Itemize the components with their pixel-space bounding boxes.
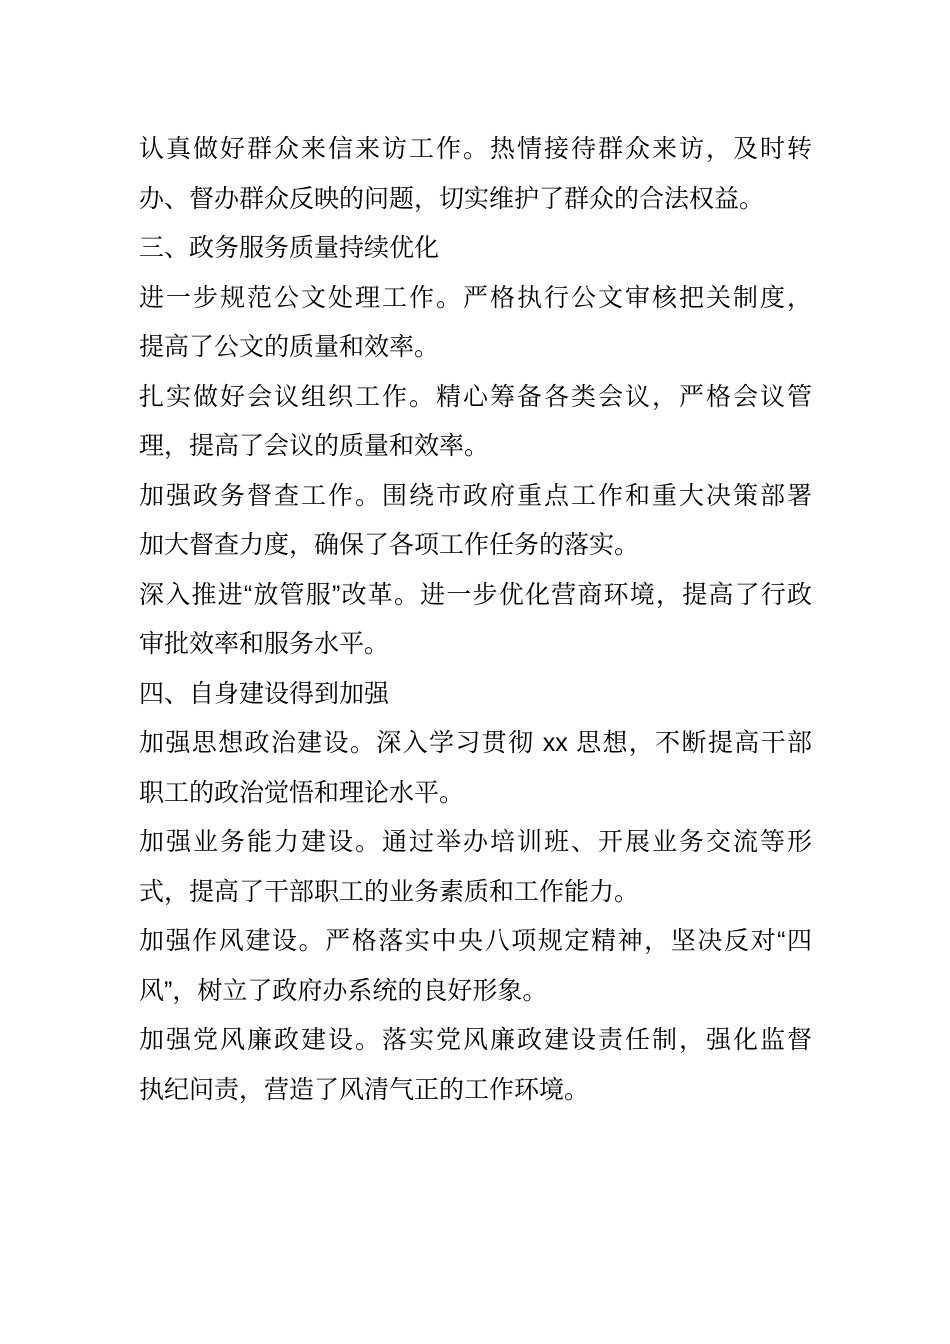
document-text-block	[139, 125, 812, 1115]
heading-line: 三、政务服务质量持续优化	[139, 234, 440, 262]
paragraph-line: 加强政务督查工作。围绕市政府重点工作和重大决策部署	[139, 481, 812, 510]
heading-line: 四、自身建设得到加强	[139, 679, 390, 708]
paragraph-line: 职工的政治觉悟和理论水平。	[139, 778, 465, 807]
paragraph-line: 审批效率和服务水平。	[139, 630, 390, 658]
paragraph-line: 办、督办群众反映的问题，切实维护了群众的合法权益。	[139, 184, 765, 213]
paragraph-line: 加强思想政治建设。深入学习贯彻 xx 思想，不断提高干部	[139, 729, 812, 757]
paragraph-line: 式，提高了干部职工的业务素质和工作能力。	[139, 877, 640, 906]
paragraph-line: 深入推进“放管服”改革。进一步优化营商环境，提高了行政	[139, 580, 812, 609]
paragraph-line: 加强作风建设。严格落实中央八项规定精神，坚决反对“四	[139, 927, 812, 955]
paragraph-line: 执纪问责，营造了风清气正的工作环境。	[139, 1075, 590, 1104]
paragraph-line: 进一步规范公文处理工作。严格执行公文审核把关制度，	[139, 283, 812, 312]
paragraph-line: 理，提高了会议的质量和效率。	[139, 432, 490, 460]
paragraph-line: 加强党风廉政建设。落实党风廉政建设责任制，强化监督	[139, 1026, 812, 1054]
paragraph-line: 加大督查力度，确保了各项工作任务的落实。	[139, 531, 640, 559]
paragraph-line: 扎实做好会议组织工作。精心筹备各类会议，严格会议管	[139, 382, 812, 411]
paragraph-line: 风”，树立了政府办系统的良好形象。	[139, 976, 548, 1005]
paragraph-line: 提高了公文的质量和效率。	[139, 333, 440, 361]
paragraph-line: 加强业务能力建设。通过举办培训班、开展业务交流等形	[139, 828, 812, 856]
paragraph-line: 认真做好群众来信来访工作。热情接待群众来访，及时转	[139, 135, 812, 163]
